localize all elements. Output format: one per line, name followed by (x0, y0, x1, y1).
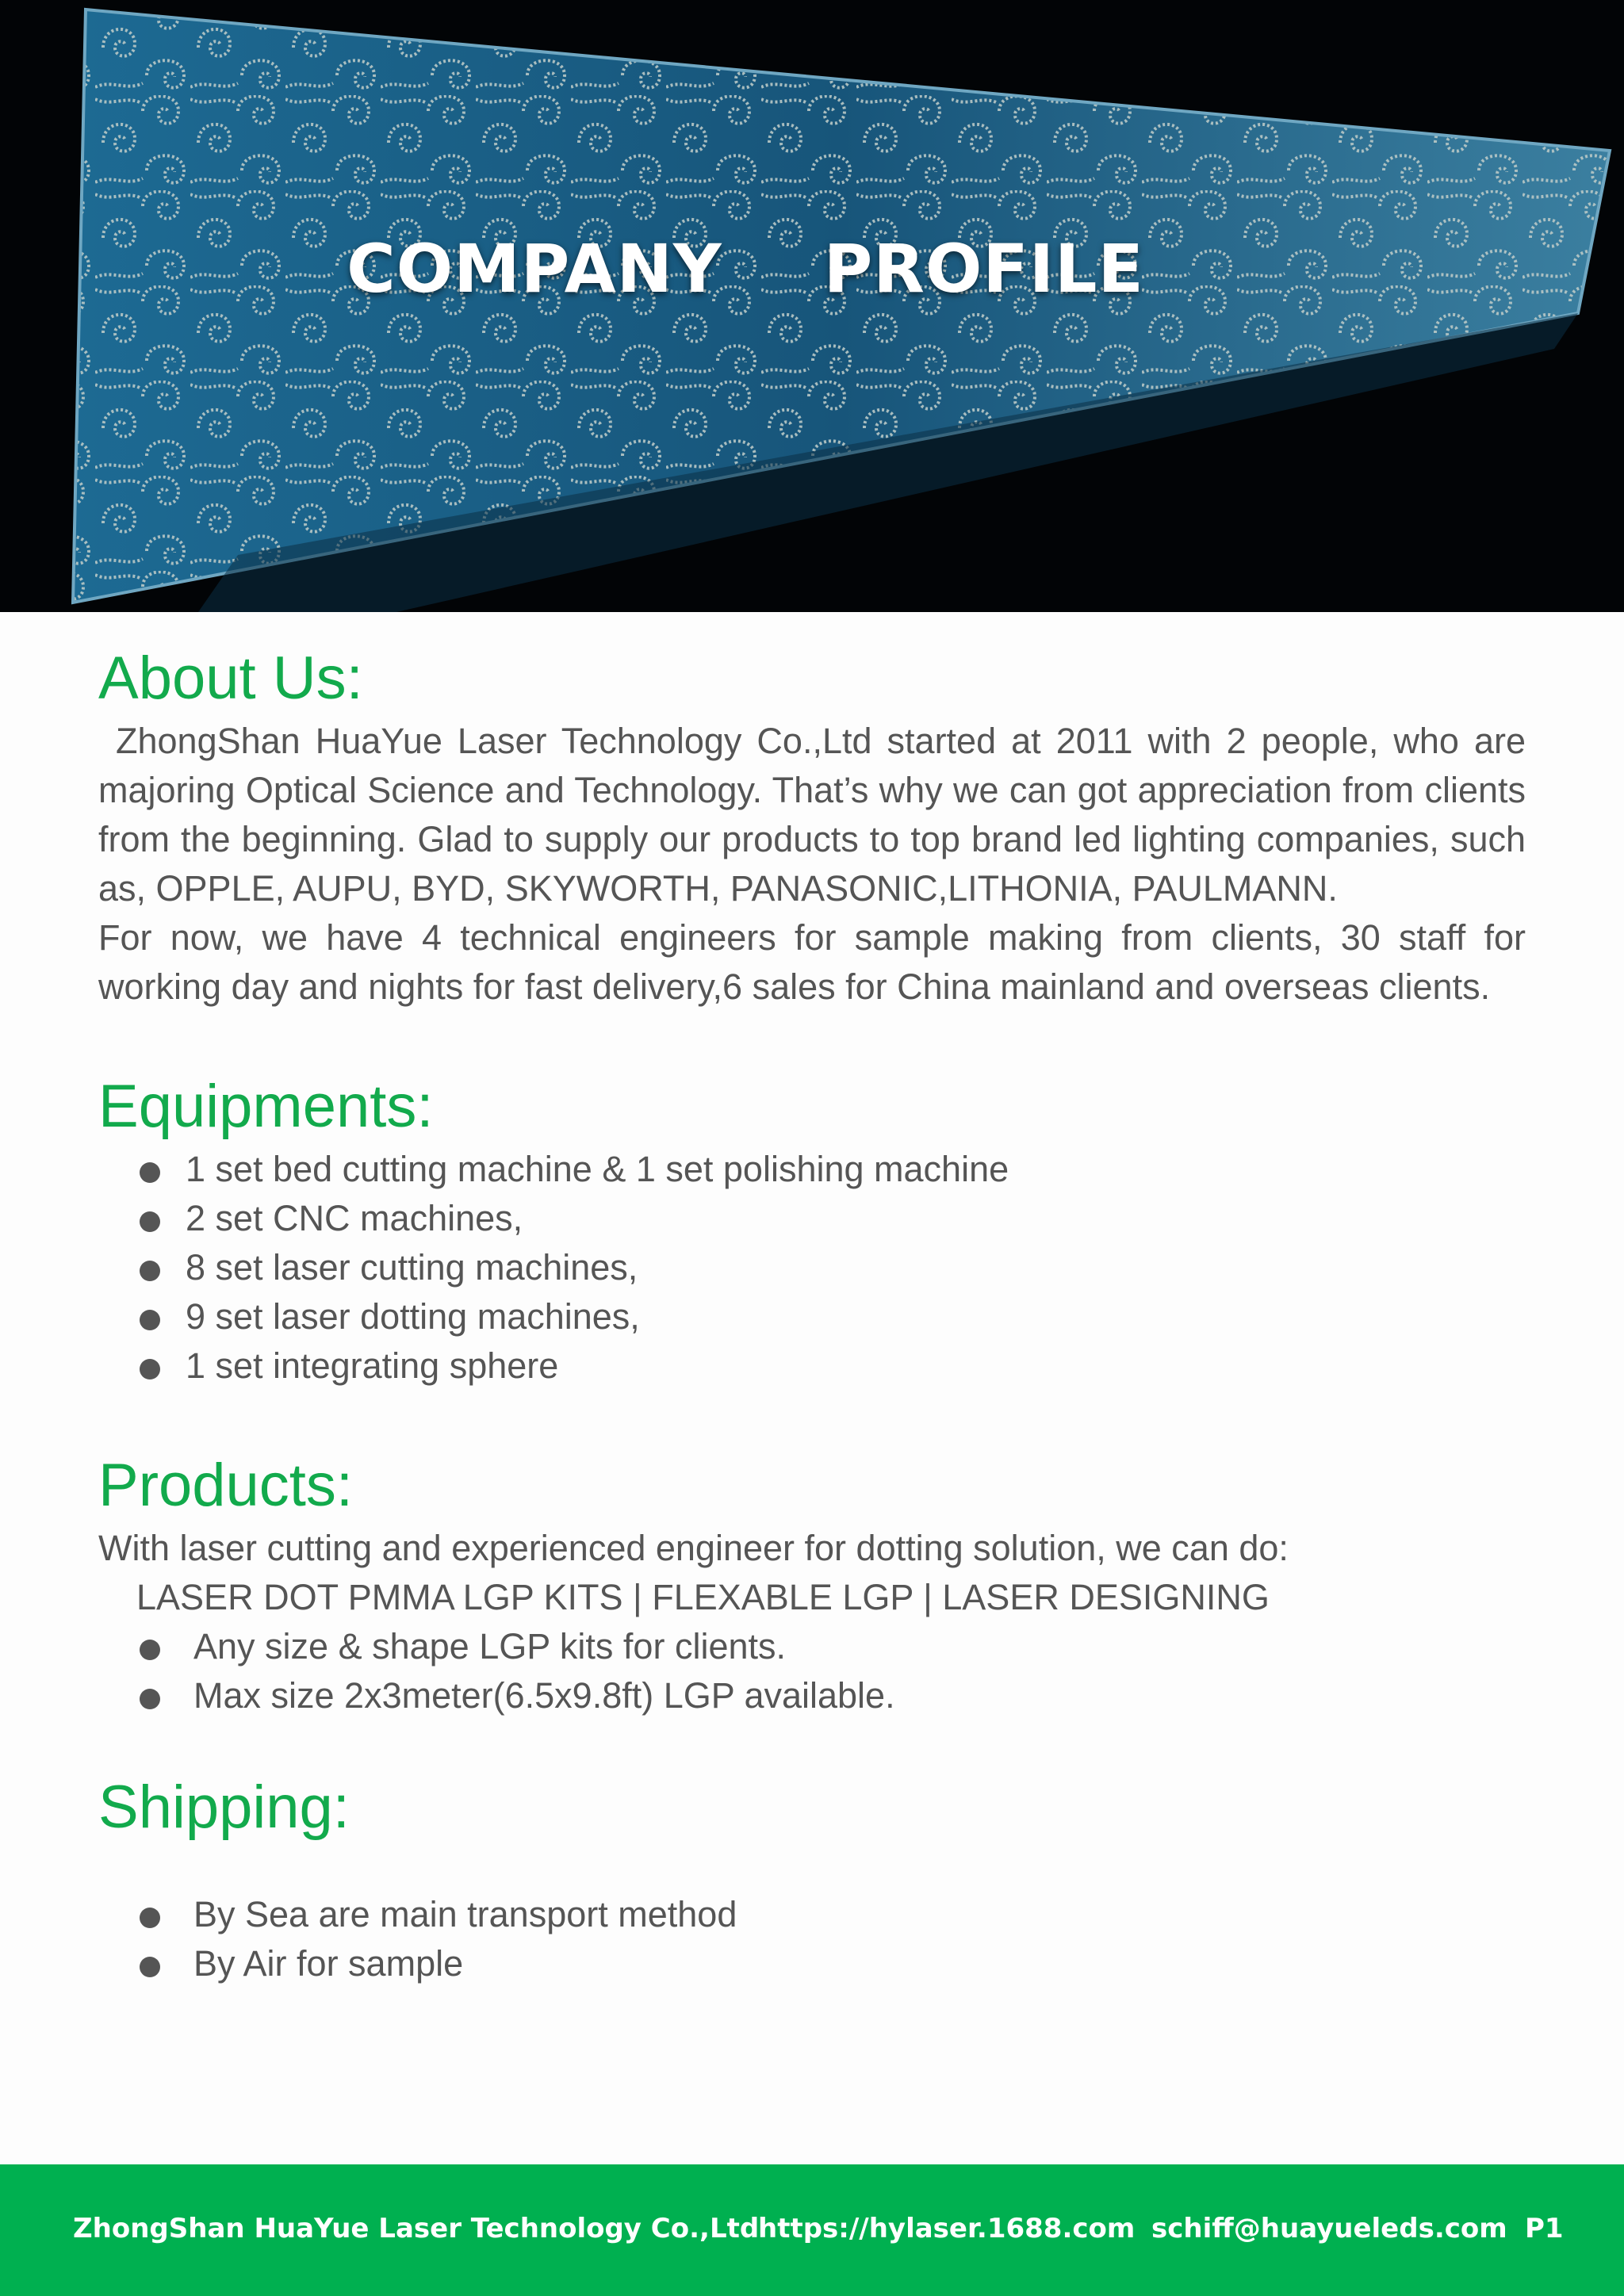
list-item-text: Any size & shape LGP kits for clients. (193, 1626, 787, 1667)
products-categories: LASER DOT PMMA LGP KITS | FLEXABLE LGP | LASER DESIGNING (136, 1577, 1270, 1617)
about-paragraph-1: ZhongShan HuaYue Laser Technology Co.,Ltd started at 2011 with 2 people, who are majoring Optical Science and Technology. That’s why we can got appreciation from clients from the beginning. Glad to supply our products to top brand led lighting companies, such as, OPPLE, AUPU, BYD, SKYWORTH, PANASONIC,LITHONIA, PAULMANN. (98, 721, 1526, 909)
banner-title (0, 230, 1491, 308)
list-item-text: 1 set integrating sphere (186, 1345, 559, 1386)
list-item (98, 1145, 1526, 1194)
list-item (98, 1890, 1526, 1939)
page-number: P1 (1525, 2213, 1564, 2244)
list-item (98, 1194, 1526, 1243)
banner-title-word-2: PROFILE (823, 230, 1144, 308)
list-item-text: Max size 2x3meter(6.5x9.8ft) LGP available. (193, 1675, 895, 1716)
products-heading: Products: (98, 1452, 354, 1519)
equipments-heading: Equipments: (98, 1073, 434, 1140)
banner-title-word-1: COMPANY (347, 230, 722, 308)
equipments-section (98, 1069, 1526, 1391)
list-item (98, 1243, 1526, 1292)
list-item (98, 1622, 1526, 1671)
shipping-heading: Shipping: (98, 1774, 350, 1841)
shipping-list (98, 1890, 1526, 1988)
list-item (98, 1671, 1526, 1720)
bullet-icon (140, 1359, 160, 1380)
about-heading: About Us: (98, 645, 363, 712)
banner-image (0, 0, 1624, 612)
list-item-text: 1 set bed cutting machine & 1 set polishing machine (186, 1149, 1009, 1189)
list-item-text: By Sea are main transport method (193, 1894, 737, 1934)
shipping-section (98, 1770, 1526, 1988)
list-item-text: By Air for sample (193, 1943, 464, 1984)
list-item (98, 1292, 1526, 1341)
list-item-text: 9 set laser dotting machines, (186, 1296, 640, 1337)
about-paragraph-2: For now, we have 4 technical engineers for sample making from clients, 30 staff for working day and nights for fast delivery,6 sales for China mainland and overseas clients. (98, 917, 1526, 1007)
list-item-text: 8 set laser cutting machines, (186, 1247, 638, 1288)
bullet-icon (140, 1310, 160, 1330)
bullet-icon (140, 1689, 160, 1709)
list-item-text: 2 set CNC machines, (186, 1198, 523, 1238)
footer-company: ZhongShan HuaYue Laser Technology Co.,Ltd (73, 2213, 760, 2244)
equipments-list (98, 1145, 1526, 1391)
list-item (98, 1939, 1526, 1988)
products-intro: With laser cutting and experienced engineer for dotting solution, we can do: (98, 1528, 1289, 1568)
bullet-icon (140, 1261, 160, 1281)
products-list (98, 1622, 1526, 1720)
bullet-icon (140, 1640, 160, 1660)
bullet-icon (140, 1957, 160, 1977)
footer-website-link[interactable]: https://hylaser.1688.com (758, 2213, 1136, 2244)
products-section (98, 1448, 1526, 1720)
footer-bar (0, 2164, 1624, 2296)
document-body (98, 641, 1526, 1988)
footer-email-link[interactable]: schiff@huayueleds.com (1151, 2213, 1507, 2244)
about-section (98, 641, 1526, 1012)
bullet-icon (140, 1162, 160, 1183)
bullet-icon (140, 1211, 160, 1232)
bullet-icon (140, 1908, 160, 1928)
list-item (98, 1341, 1526, 1391)
